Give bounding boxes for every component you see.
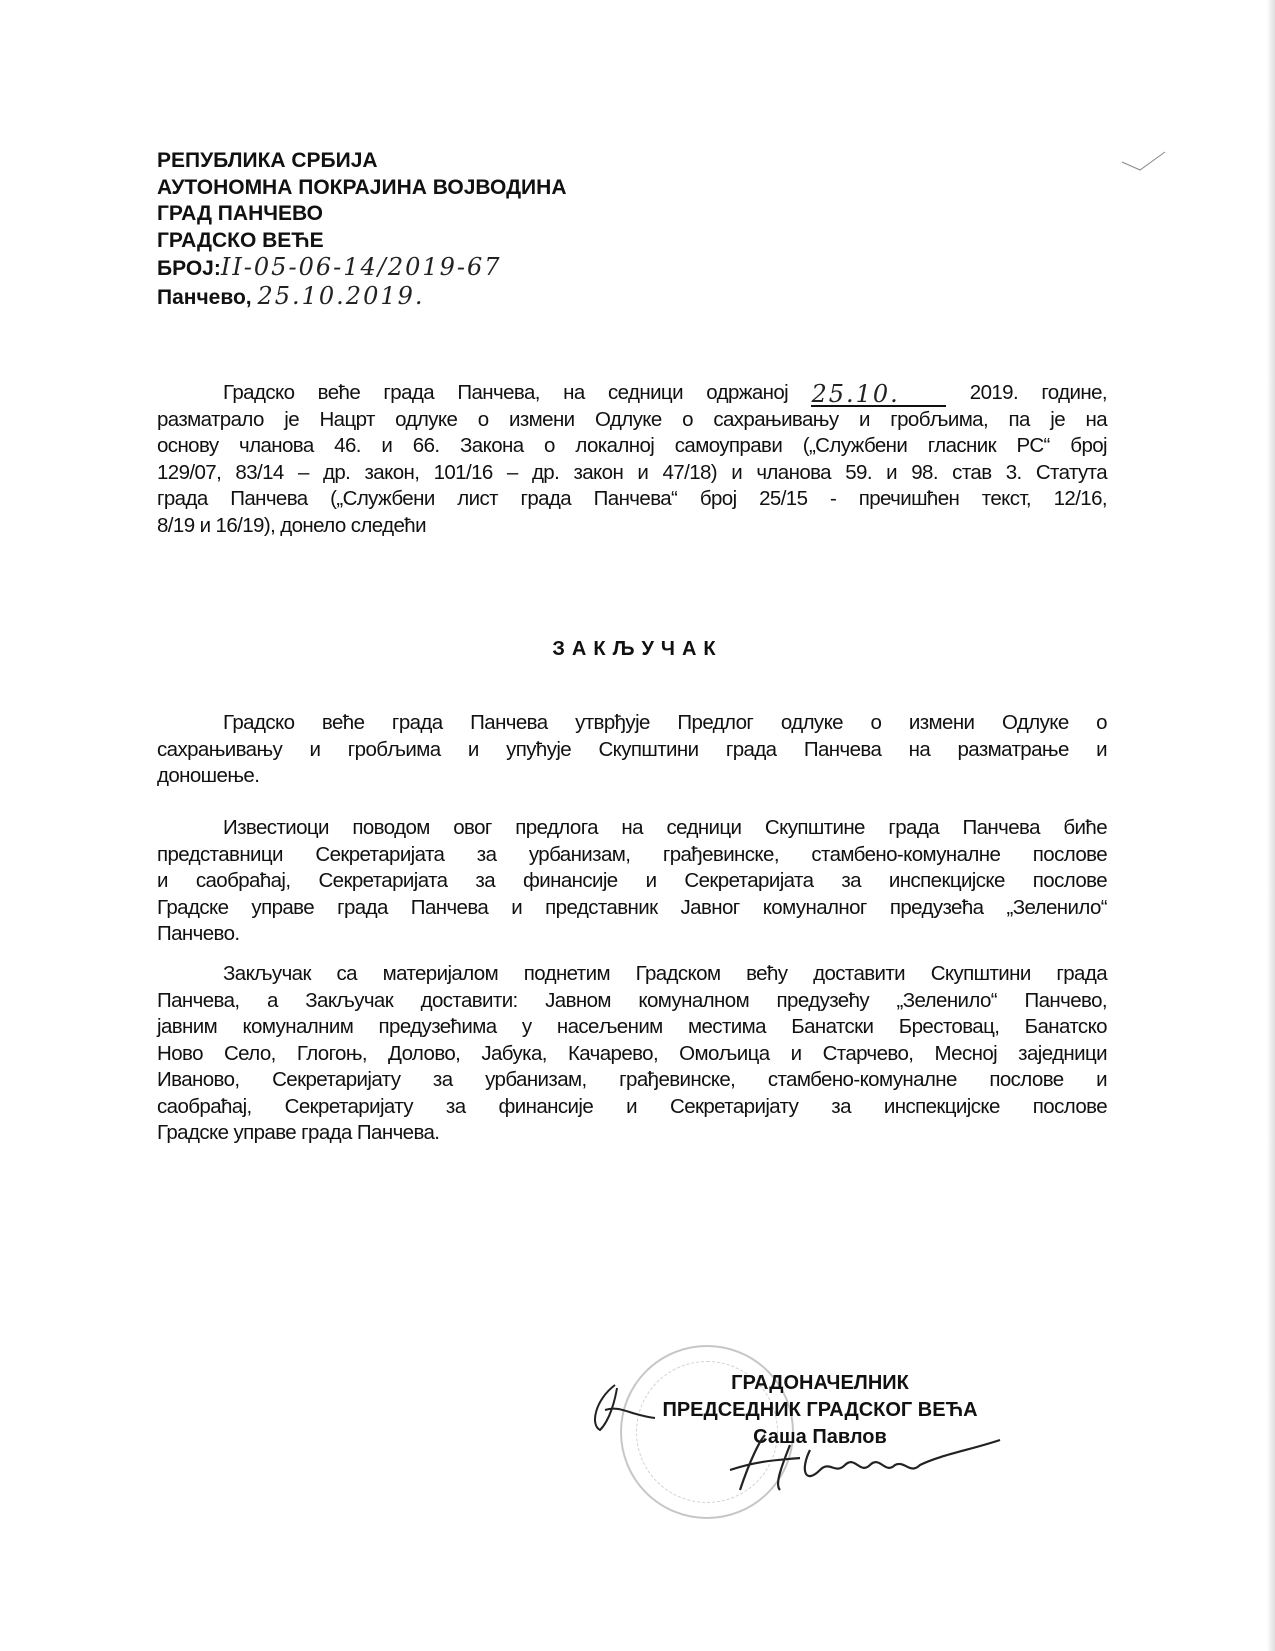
text-line: 8/19 и 16/19), донело следећи: [157, 513, 426, 537]
place-label: Панчево,: [157, 285, 252, 309]
signatory-name: Саша Павлов: [753, 1426, 887, 1448]
body-paragraph: [157, 710, 1107, 790]
scan-edge: [1267, 0, 1275, 1651]
text-line: јавним комуналним предузећима у насељеним местима Банатски Брестовац, Банатско: [157, 1015, 1107, 1038]
text-line: разматрало је Нацрт одлуке о измени Одлуке о сахрањивању и гробљима, па је на: [157, 407, 1107, 431]
preamble-paragraph: [157, 380, 1107, 539]
header-line: ГРАД ПАНЧЕВО: [157, 202, 323, 225]
document-date: [157, 283, 566, 312]
text-line: Градске управе града Панчева.: [157, 1121, 440, 1144]
text-line: доношење.: [157, 764, 260, 787]
text-line: саобраћај, Секретаријату за финансије и Секретаријату за инспекцијске послове: [157, 1094, 1107, 1118]
text-line: представници Секретаријата за урбанизам, грађевинске, стамбено-комуналне послове: [157, 842, 1107, 866]
handwritten-signature: [720, 1430, 1050, 1500]
handwritten-date: 25.10.: [811, 379, 900, 408]
header-line: РЕПУБЛИКА СРБИЈА: [157, 149, 378, 172]
text-line: Панчево.: [157, 922, 240, 945]
text-fragment: Градско веће града Панчева, на седници одржаној: [223, 381, 789, 404]
text-line: 129/07, 83/14 – др. закон, 101/16 – др. закон и 47/18) и чланова 59. и 98. став 3. Статута: [157, 460, 1107, 484]
body-paragraph: [157, 815, 1107, 948]
text-line: Градско веће града Панчева утврђује Предлог одлуке о измени Одлуке о: [223, 711, 1107, 734]
text-line: града Панчева („Службени лист града Панчева“ број 25/15 - пречишћен текст, 12/16,: [157, 487, 1107, 510]
date-blank: [811, 381, 946, 407]
document-title: ЗАКЉУЧАК: [552, 638, 723, 660]
text-line: сахрањивању и гробљима и упућује Скупштини града Панчева на разматрање и: [157, 737, 1107, 761]
initials-signature: [585, 1380, 665, 1440]
number-label: БРОЈ:: [157, 257, 221, 280]
text-line: и саобраћај, Секретаријата за финансије и Секретаријата за инспекцијске послове: [157, 869, 1107, 892]
signatory-title: ПРЕДСЕДНИК ГРАДСКОГ ВЕЋА: [662, 1399, 978, 1421]
text-line: Ново Село, Глогоњ, Долово, Јабука, Качарево, Омољица и Старчево, Месној заједници: [157, 1041, 1107, 1065]
text-line: [157, 380, 1107, 407]
text-fragment: 2019. године,: [969, 381, 1107, 404]
text-line: Панчева, а Закључак доставити: Јавном комуналном предузећу „Зеленило“ Панчево,: [157, 988, 1107, 1012]
text-line: Иваново, Секретаријату за урбанизам, грађевинске, стамбено-комуналне послове и: [157, 1068, 1107, 1091]
document-header: [157, 148, 566, 311]
text-line: Закључак са материјалом поднетим Градском већу доставити Скупштини града: [223, 962, 1107, 985]
header-line: АУТОНОМНА ПОКРАЈИНА ВОЈВОДИНА: [157, 175, 567, 199]
body-paragraph: [157, 961, 1107, 1147]
text-line: Известиоци поводом овог предлога на седници Скупштине града Панчева биће: [223, 816, 1107, 839]
text-line: основу чланова 46. и 66. Закона о локалној самоуправи („Службени гласник РС“ број: [157, 434, 1107, 457]
signatory-title: ГРАДОНАЧЕЛНИК: [731, 1372, 909, 1394]
header-line: ГРАДСКО ВЕЋЕ: [157, 228, 324, 252]
handwritten-date: 25.10.2019.: [257, 281, 425, 310]
handwritten-number: II-05-06-14/2019-67: [220, 253, 502, 281]
text-line: Градске управе града Панчева и представник Јавног комуналног предузећа „Зеленило“: [157, 895, 1107, 919]
scan-mark: [1120, 150, 1170, 180]
document-number: [157, 254, 566, 283]
